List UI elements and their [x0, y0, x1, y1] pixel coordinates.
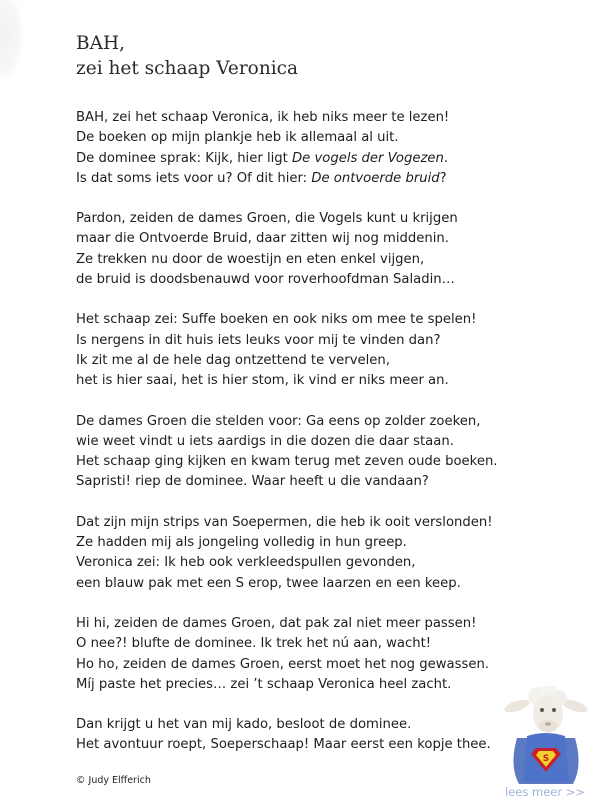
poem-line [76, 128, 576, 148]
stanza [76, 108, 576, 189]
line-text: Ze trekken nu door de woestijn en eten enkel vijgen, [76, 251, 425, 267]
read-more-link[interactable]: lees meer >> [505, 785, 586, 799]
line-text: . [443, 150, 449, 166]
line-text: maar die Ontvoerde Bruid, daar zitten wij nog middenin. [76, 231, 449, 247]
line-text: De boeken op mijn plankje heb ik allemaal al uit. [76, 130, 399, 146]
line-text: Het schaap ging kijken en kwam terug met zeven oude boeken. [76, 454, 498, 470]
line-text: Ze hadden mij als jongeling volledig in hun greep. [76, 535, 407, 551]
superhero-sheep-icon [503, 686, 589, 786]
corner-decoration [0, 0, 24, 80]
poem-line [76, 310, 576, 330]
line-text: wie weet vindt u iets aardigs in die dozen die daar staan. [76, 433, 454, 449]
poem-line [76, 655, 576, 675]
poem-body [76, 108, 576, 776]
stanza [76, 715, 576, 756]
line-text: de bruid is doodsbenauwd voor roverhoofdman Saladin… [76, 272, 455, 288]
poem-line [76, 331, 576, 351]
poem-line [76, 735, 576, 755]
line-text: Míj paste het precies… zei ’t schaap Veronica heel zacht. [76, 676, 452, 692]
poem-line [76, 432, 576, 452]
line-text: een blauw pak met een S erop, twee laarzen en een keep. [76, 575, 461, 591]
poem-line [76, 513, 576, 533]
poem-line [76, 452, 576, 472]
line-text: Ho ho, zeiden de dames Groen, eerst moet het nog gewassen. [76, 656, 489, 672]
poem-line [76, 675, 576, 695]
poem-line [76, 209, 576, 229]
poem-line [76, 412, 576, 432]
line-text: Veronica zei: Ik heb ook verkleedspullen gevonden, [76, 555, 416, 571]
poem-line [76, 533, 576, 553]
stanza [76, 209, 576, 290]
line-text: BAH, zei het schaap Veronica, ik heb niks meer te lezen! [76, 110, 450, 125]
stanza [76, 513, 576, 594]
line-text: Is dat soms iets voor u? Of dit hier: [76, 170, 312, 186]
line-text: Hi hi, zeiden de dames Groen, dat pak zal niet meer passen! [76, 615, 477, 631]
poem-line [76, 351, 576, 371]
stanza [76, 614, 576, 695]
line-text: Sapristi! riep de dominee. Waar heeft u die vandaan? [76, 474, 429, 490]
poem-line [76, 229, 576, 249]
book-title: De vogels der Vogezen [292, 150, 444, 166]
title-line-1: BAH, [76, 33, 125, 54]
poem-line [76, 108, 576, 128]
line-text: Ik zit me al de hele dag ontzettend te vervelen, [76, 352, 390, 368]
svg-text:S: S [542, 754, 550, 764]
line-text: De dominee sprak: Kijk, hier ligt [76, 150, 293, 166]
poem-line [76, 250, 576, 270]
line-text: ? [439, 170, 447, 186]
line-text: Is nergens in dit huis iets leuks voor mij te vinden dan? [76, 332, 441, 348]
book-title: De ontvoerde bruid [311, 170, 440, 186]
line-text: De dames Groen die stelden voor: Ga eens op zolder zoeken, [76, 413, 481, 429]
poem-line [76, 472, 576, 492]
poem-line [76, 634, 576, 654]
stanza [76, 310, 576, 391]
stanza [76, 412, 576, 493]
poem-title [76, 31, 298, 81]
line-text: Dan krijgt u het van mij kado, besloot de dominee. [76, 717, 412, 733]
line-text: Het avontuur roept, Soeperschaap! Maar eerst een kopje thee. [76, 737, 491, 753]
poem-line [76, 270, 576, 290]
poem-line [76, 553, 576, 573]
poem-line [76, 614, 576, 634]
poem-line [76, 149, 576, 169]
copyright-notice: © Judy Elfferich [76, 775, 151, 786]
line-text: het is hier saai, het is hier stom, ik vind er niks meer an. [76, 373, 449, 389]
line-text: Het schaap zei: Suffe boeken en ook niks om mee te spelen! [76, 312, 477, 328]
line-text: O nee?! blufte de dominee. Ik trek het nú aan, wacht! [76, 636, 432, 652]
poem-line [76, 169, 576, 189]
line-text: Dat zijn mijn strips van Soepermen, die heb ik ooit verslonden! [76, 514, 493, 530]
poem-line [76, 371, 576, 391]
title-line-2: zei het schaap Veronica [76, 58, 299, 79]
poem-line [76, 574, 576, 594]
line-text: Pardon, zeiden de dames Groen, die Vogels kunt u krijgen [76, 211, 458, 227]
poem-line [76, 715, 576, 735]
